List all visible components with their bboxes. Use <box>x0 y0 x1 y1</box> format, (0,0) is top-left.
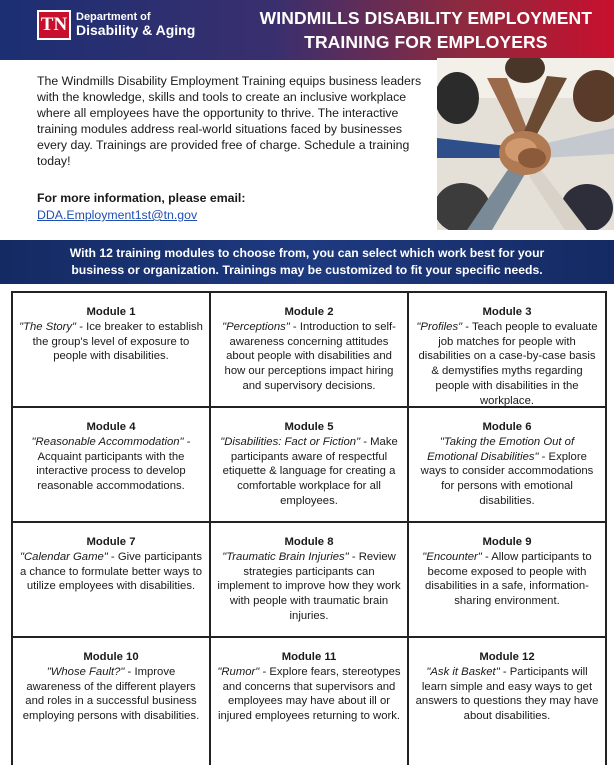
module-description: - Participants will learn simple and easy ways to get answers to questions they may have about disabilities. <box>415 665 599 723</box>
module-description: - Explore fears, stereotypes and concerns that supervisors and employees may have about ill or injured employees returning to work. <box>217 665 401 723</box>
contact-email-link[interactable]: DDA.Employment1st@tn.gov <box>37 208 198 222</box>
module-card <box>13 638 211 765</box>
page-title-line1: WINDMILLS DISABILITY EMPLOYMENT <box>259 8 592 28</box>
module-description: - Improve awareness of the different players and roles in a successful business employing persons with disabilities. <box>22 665 200 723</box>
module-name: "Taking the Emotion Out of Emotional Disabilities" <box>427 435 575 463</box>
module-description: - Teach people to evaluate job matches for people with disabilities on a case-by-case basis & demystifies myths regarding people with disabilities in the workplace. <box>418 320 598 407</box>
team-hands-illustration <box>437 58 614 230</box>
module-title: Module 3 <box>482 306 532 318</box>
intro-paragraph: The Windmills Disability Employment Training equips business leaders with the knowledge, skills and tools to create an inclusive workplace where all employees have the opportunity to thrive. The interactive training modules address real-world situations faced by businesses every day. Trainings are provided free of charge. Schedule a training today! <box>37 74 422 168</box>
module-title: Module 5 <box>284 421 334 433</box>
module-name: "The Story" <box>19 320 77 333</box>
module-name: "Reasonable Accommodation" <box>31 435 184 448</box>
contact-label: For more information, please email: <box>37 191 246 205</box>
module-title: Module 2 <box>284 306 334 318</box>
module-card <box>409 408 607 523</box>
module-description: - Allow participants to become exposed to people with disabilities in a safe, information-sharing environment. <box>425 550 592 608</box>
department-line2: Disability & Aging <box>76 22 196 39</box>
module-name: "Whose Fault?" <box>46 665 125 678</box>
header-bar <box>0 0 614 60</box>
module-card <box>409 523 607 638</box>
module-title: Module 7 <box>86 536 136 548</box>
module-title: Module 11 <box>281 651 337 663</box>
module-name: "Perceptions" <box>222 320 290 333</box>
module-name: "Rumor" <box>217 665 260 678</box>
module-title: Module 12 <box>479 651 535 663</box>
tn-logo <box>37 10 195 40</box>
module-card <box>13 293 211 408</box>
module-card <box>211 523 409 638</box>
module-name: "Traumatic Brain Injuries" <box>222 550 349 563</box>
module-title: Module 4 <box>86 421 136 433</box>
module-title: Module 8 <box>284 536 334 548</box>
module-description: - Explore ways to consider accommodations for persons with emotional disabilities. <box>420 450 594 507</box>
module-name: "Ask it Basket" <box>426 665 500 678</box>
module-title: Module 9 <box>482 536 532 548</box>
module-title: Module 10 <box>83 651 139 663</box>
module-description: - Review strategies participants can implement to improve how they work with people with traumatic brain injuries. <box>217 550 401 622</box>
module-description: - Make participants aware of respectful etiquette & language for creating a comfortable workplace for all employees. <box>222 435 398 507</box>
module-title: Module 6 <box>482 421 532 433</box>
tn-logo-mark: TN <box>37 10 71 40</box>
page-title <box>260 6 592 54</box>
modules-banner <box>0 240 614 284</box>
module-card <box>211 638 409 765</box>
module-card <box>409 638 607 765</box>
module-card <box>13 408 211 523</box>
module-card <box>13 523 211 638</box>
module-name: "Disabilities: Fact or Fiction" <box>220 435 361 448</box>
module-card <box>211 293 409 408</box>
module-name: "Calendar Game" <box>20 550 108 563</box>
team-hands-photo <box>437 58 614 230</box>
banner-line2: business or organization. Trainings may be customized to fit your specific needs. <box>71 263 543 277</box>
department-name <box>76 12 195 38</box>
modules-grid <box>11 291 607 765</box>
module-card <box>409 293 607 408</box>
module-description: - Acquaint participants with the interactive process to develop reasonable accommodations. <box>36 435 191 493</box>
module-card <box>211 408 409 523</box>
module-title: Module 1 <box>86 306 136 318</box>
module-description: - Ice breaker to establish the group's level of exposure to people with disabilities. <box>32 320 203 363</box>
department-line1: Department of <box>76 10 151 23</box>
module-description: - Introduction to self-awareness concerning attitudes about people with disabilities and how our perceptions impact hiring and supervisory decisions. <box>224 320 396 392</box>
banner-line1: With 12 training modules to choose from, you can select which work best for your <box>69 246 545 260</box>
module-name: "Profiles" <box>416 320 463 333</box>
module-description: - Give participants a chance to formulate better ways to utilize employees with disabilities. <box>19 550 203 593</box>
page-title-line2: TRAINING FOR EMPLOYERS <box>304 32 548 52</box>
module-name: "Encounter" <box>422 550 482 563</box>
